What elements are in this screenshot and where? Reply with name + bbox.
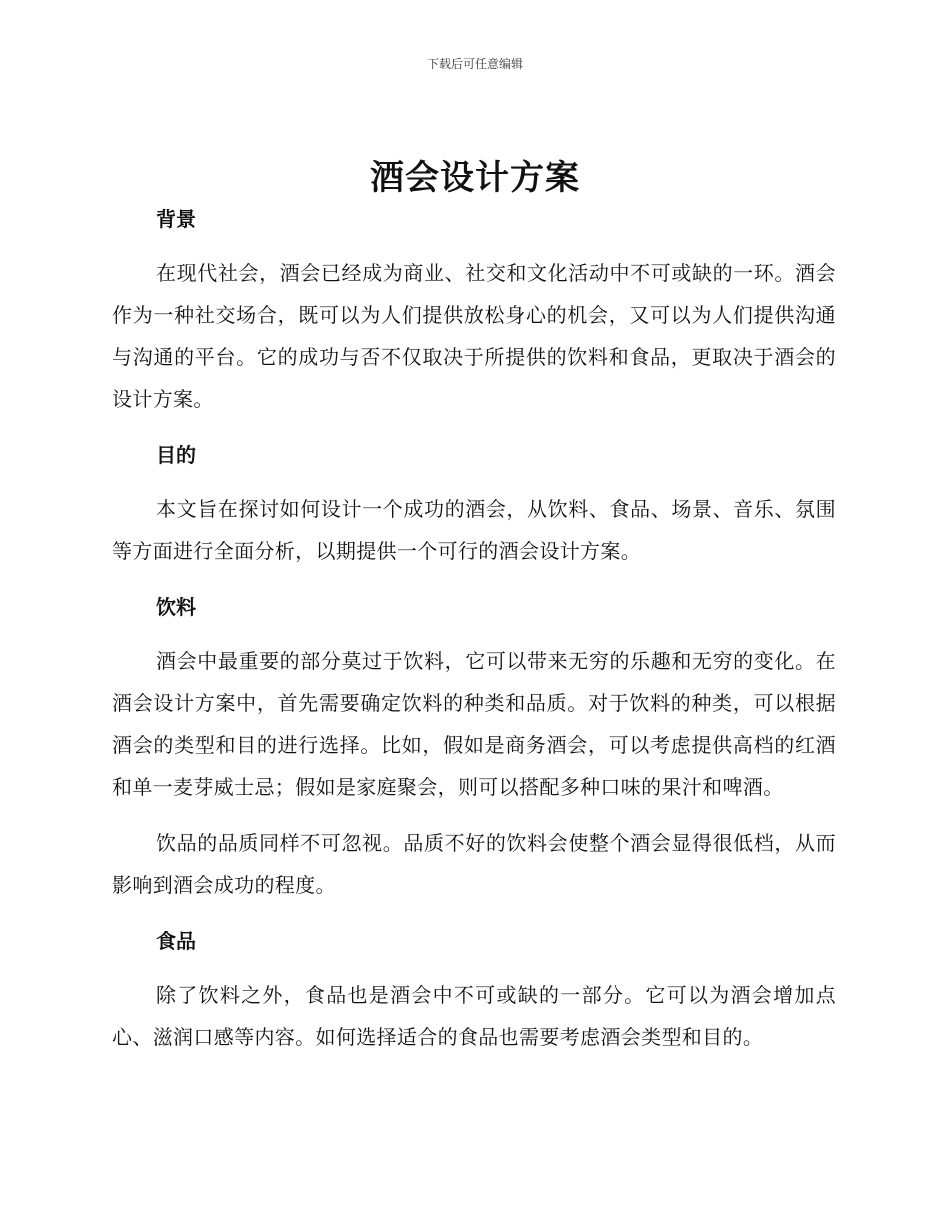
- paragraph-drinks-1: 酒会中最重要的部分莫过于饮料，它可以带来无穷的乐趣和无穷的变化。在酒会设计方案中，首先需要确定饮料的种类和品质。对于饮料的种类，可以根据酒会的类型和目的进行选择。比如，假如是商务酒会，可以考虑提供高档的红酒和单一麦芽威士忌；假如是家庭聚会，则可以搭配多种口味的果汁和啤酒。: [112, 649, 836, 799]
- paragraph-purpose: 本文旨在探讨如何设计一个成功的酒会，从饮料、食品、场景、音乐、氛围等方面进行全面分析，以期提供一个可行的酒会设计方案。: [112, 497, 836, 563]
- section-heading-food: 食品: [156, 929, 196, 953]
- document-body: [112, 198, 836, 1058]
- document-title: 酒会设计方案: [370, 158, 580, 198]
- paragraph-food: 除了饮料之外，食品也是酒会中不可或缺的一部分。它可以为酒会增加点心、滋润口感等内容。如何选择适合的食品也需要考虑酒会类型和目的。: [112, 983, 836, 1049]
- section-heading-background: 背景: [156, 207, 196, 231]
- paragraph-background: 在现代社会，酒会已经成为商业、社交和文化活动中不可或缺的一环。酒会作为一种社交场合，既可以为人们提供放松身心的机会，又可以为人们提供沟通与沟通的平台。它的成功与否不仅取决于所提供的饮料和食品，更取决于酒会的设计方案。: [112, 261, 836, 411]
- section-heading-drinks: 饮料: [156, 595, 196, 619]
- section-heading-purpose: 目的: [156, 443, 196, 467]
- page-header-note: 下载后可任意编辑: [426, 57, 523, 71]
- paragraph-drinks-2: 饮品的品质同样不可忽视。品质不好的饮料会使整个酒会显得很低档，从而影响到酒会成功的程度。: [112, 831, 836, 897]
